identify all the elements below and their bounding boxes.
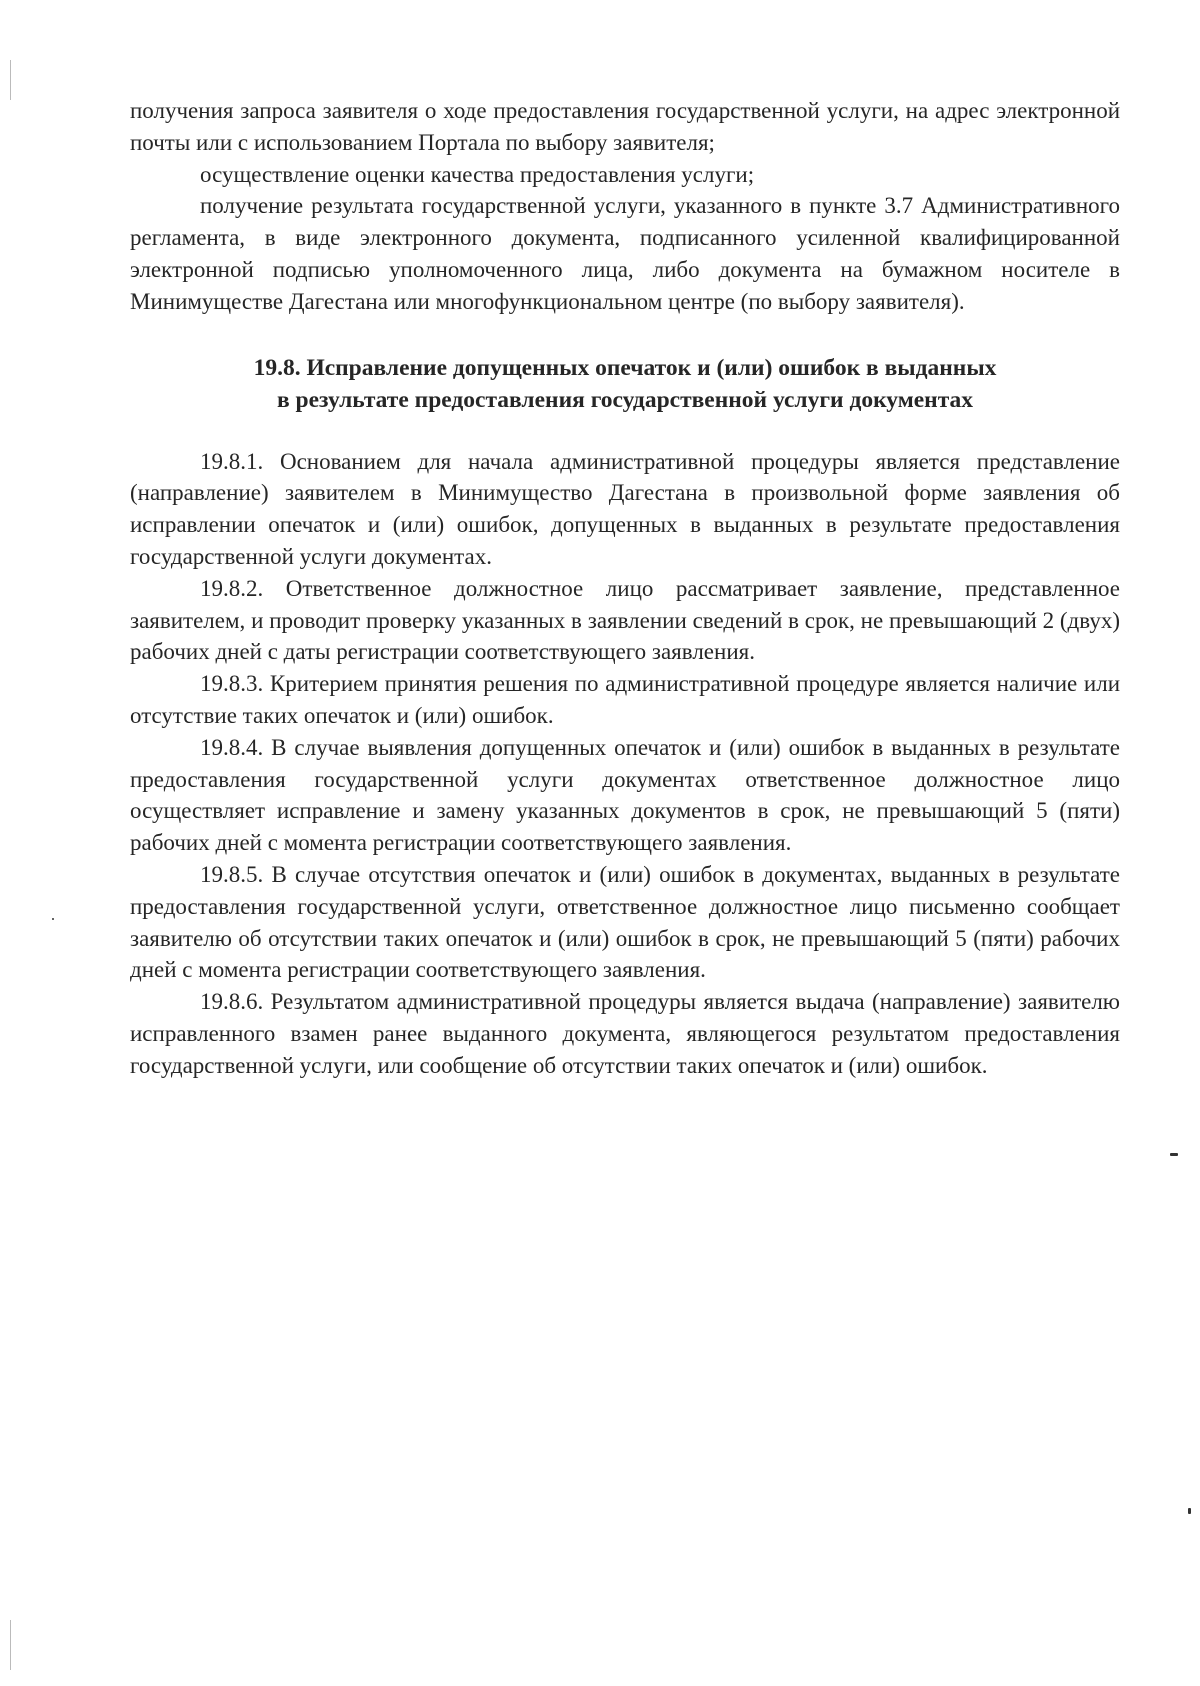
section-heading	[130, 352, 1120, 416]
scan-speck-corner	[1188, 1508, 1191, 1514]
intro-paragraph-3: получение результата государственной услуги, указанного в пункте 3.7 Административного регламента, в виде электронного документа, подписанного усиленной квалифицированной электронной подписью уполномоченного лица, либо документа на бумажном носителе в Минимуществе Дагестана или многофункциональном центре (по выбору заявителя).	[130, 193, 1120, 314]
clause-19-8-4: 19.8.4. В случае выявления допущенных опечаток и (или) ошибок в выданных в результате предоставления государственной услуги документах ответственное должностное лицо осуществляет исправление и замену указанных документов в срок, не превышающий 5 (пяти) рабочих дней с момента регистрации соответствующего заявления.	[130, 734, 1120, 856]
clause-19-8-6: 19.8.6. Результатом административной процедуры является выдача (направление) заявителю исправленного взамен ранее выданного документа, являющегося результатом предоставления государственной услуги, или сообщение об отсутствии таких опечаток и (или) ошибок.	[130, 989, 1120, 1078]
clause-19-8-3: 19.8.3. Критерием принятия решения по административной процедуре является наличие или отсутствие таких опечаток и (или) ошибок.	[130, 671, 1120, 728]
scan-edge-mark-bottom	[10, 1620, 11, 1670]
clause-19-8-1: 19.8.1. Основанием для начала административной процедуры является представление (направление) заявителем в Минимущество Дагестана в произвольной форме заявления об исправлении опечаток и (или) ошибок, допущенных в выданных в результате предоставления государственной услуги документах.	[130, 448, 1120, 569]
scan-edge-mark-top	[10, 60, 11, 100]
section-heading-line-2: в результате предоставления государственной услуги документах	[276, 386, 974, 413]
intro-paragraph-1: получения запроса заявителя о ходе предоставления государственной услуги, на адрес электронной почты или с использованием Портала по выбору заявителя;	[130, 98, 1120, 155]
clause-19-8-2: 19.8.2. Ответственное должностное лицо рассматривает заявление, представленное заявителем, и проводит проверку указанных в заявлении сведений в срок, не превышающий 2 (двух) рабочих дней с даты регистрации соответствующего заявления.	[130, 575, 1120, 665]
scan-speck-right	[1170, 1153, 1178, 1156]
document-page	[130, 95, 1120, 1082]
section-heading-line-1: 19.8. Исправление допущенных опечаток и (или) ошибок в выданных	[253, 354, 997, 381]
clause-19-8-5: 19.8.5. В случае отсутствия опечаток и (или) ошибок в документах, выданных в результате предоставления государственной услуги, ответственное должностное лицо письменно сообщает заявителю об отсутствии таких опечаток и (или) ошибок в срок, не превышающий 5 (пяти) рабочих дней с момента регистрации соответствующего заявления.	[130, 861, 1120, 983]
scan-speck-left	[52, 918, 54, 920]
intro-paragraph-2: осуществление оценки качества предоставления услуги;	[200, 161, 755, 187]
